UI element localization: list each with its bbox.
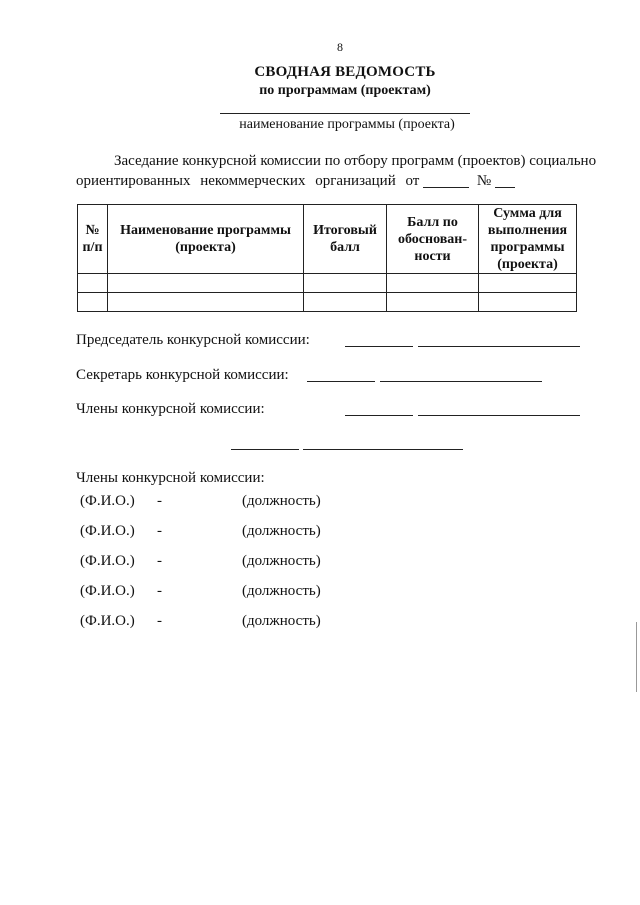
member-dash: - <box>157 493 162 509</box>
member-signature-line <box>345 415 413 416</box>
table-row <box>78 274 577 293</box>
table-cell[interactable] <box>78 293 108 312</box>
table-cell[interactable] <box>304 293 387 312</box>
chairman-label: Председатель конкурсной комиссии: <box>76 332 310 348</box>
members-label: Члены конкурсной комиссии: <box>76 401 265 417</box>
member-name-line <box>418 415 580 416</box>
member-position: (должность) <box>242 553 321 569</box>
member-position: (должность) <box>242 583 321 599</box>
member-dash: - <box>157 583 162 599</box>
header-program-amount: Сумма для выполнения программы (проекта) <box>479 205 577 274</box>
page-number: 8 <box>337 40 343 54</box>
table-cell[interactable] <box>387 293 479 312</box>
secretary-name-line <box>380 381 542 382</box>
table-cell[interactable] <box>479 274 577 293</box>
table-cell[interactable] <box>479 293 577 312</box>
table-header-row <box>78 205 577 274</box>
member-position: (должность) <box>242 493 321 509</box>
member-dash: - <box>157 613 162 629</box>
member-fio: (Ф.И.О.) <box>80 493 135 509</box>
members-section-heading: Члены конкурсной комиссии: <box>76 470 265 486</box>
summary-table <box>77 204 577 312</box>
program-name-caption: наименование программы (проекта) <box>239 117 455 132</box>
meeting-text-line-2 <box>76 171 616 191</box>
member-signature-line-2 <box>231 449 299 450</box>
member-dash: - <box>157 553 162 569</box>
header-program-name: Наименование программы (проекта) <box>108 205 304 274</box>
member-fio: (Ф.И.О.) <box>80 583 135 599</box>
meeting-number-sign: № <box>476 173 492 189</box>
table-row <box>78 293 577 312</box>
meeting-date-blank <box>423 172 469 188</box>
table-cell[interactable] <box>108 293 304 312</box>
member-fio: (Ф.И.О.) <box>80 613 135 629</box>
chairman-signature-line <box>345 346 413 347</box>
member-fio: (Ф.И.О.) <box>80 553 135 569</box>
table-cell[interactable] <box>387 274 479 293</box>
member-dash: - <box>157 523 162 539</box>
meeting-organizations-text: ориентированных некоммерческих организаций от <box>76 173 420 189</box>
member-position: (должность) <box>242 613 321 629</box>
chairman-name-line <box>418 346 580 347</box>
member-fio: (Ф.И.О.) <box>80 523 135 539</box>
meeting-text-line-1: Заседание конкурсной комиссии по отбору программ (проектов) социально <box>114 153 597 169</box>
program-name-line <box>220 113 470 114</box>
member-name-line-2 <box>303 449 463 450</box>
document-title: СВОДНАЯ ВЕДОМОСТЬ <box>254 64 436 80</box>
scan-edge-mark <box>636 622 637 692</box>
document-subtitle: по программам (проектам) <box>259 83 431 98</box>
secretary-signature-line <box>307 381 375 382</box>
table-cell[interactable] <box>78 274 108 293</box>
secretary-label: Секретарь конкурсной комиссии: <box>76 367 289 383</box>
header-final-score: Итоговый балл <box>304 205 387 274</box>
member-position: (должность) <box>242 523 321 539</box>
meeting-number-blank <box>495 172 515 188</box>
header-number: № п/п <box>78 205 108 274</box>
table-cell[interactable] <box>108 274 304 293</box>
meeting-paragraph <box>76 151 616 191</box>
header-justification-score: Балл по обоснован-ности <box>387 205 479 274</box>
table-cell[interactable] <box>304 274 387 293</box>
